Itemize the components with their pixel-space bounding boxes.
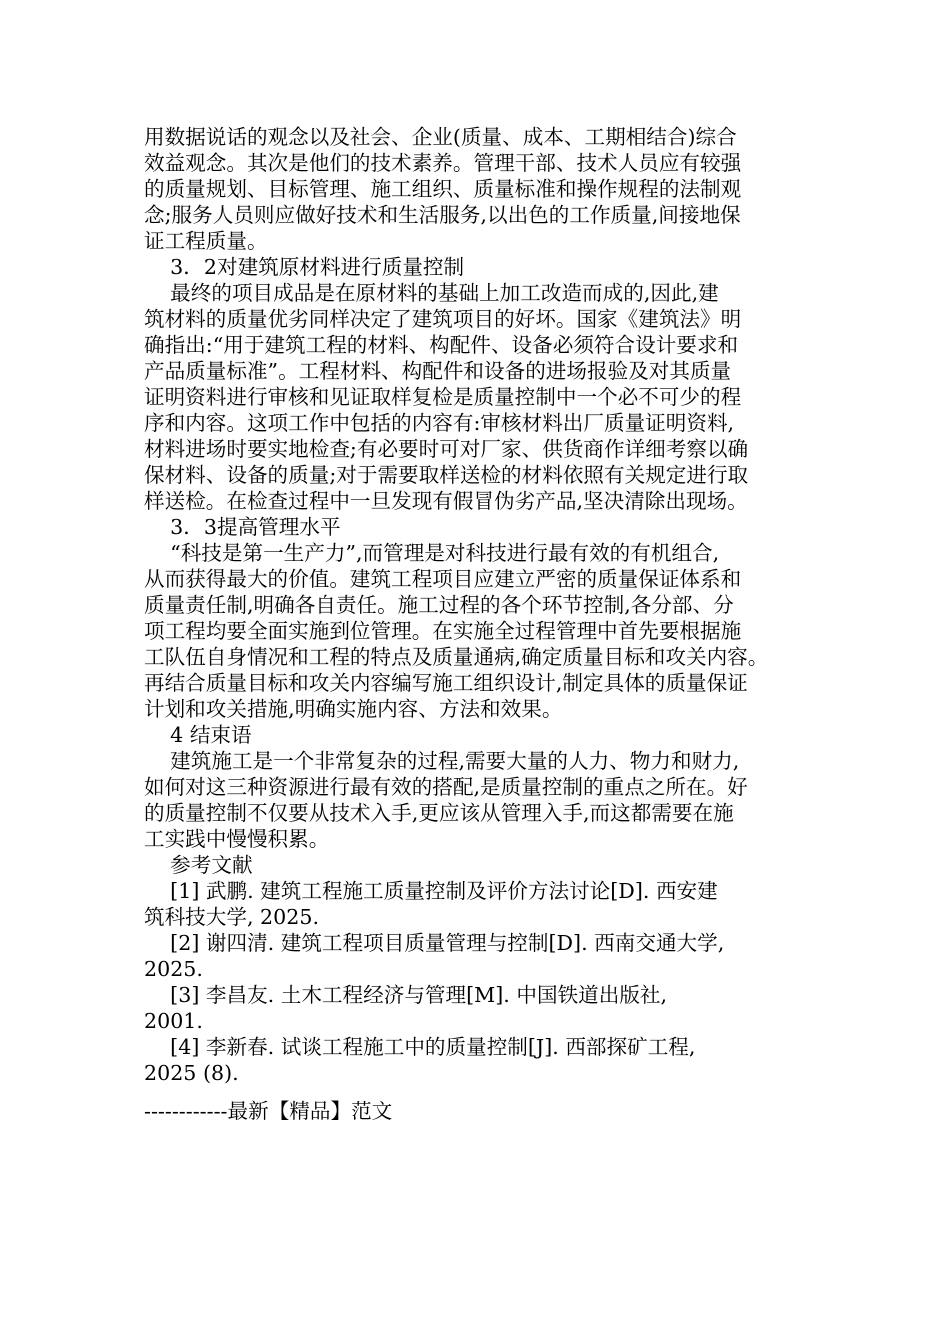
reference-line: [1] 武鹏. 建筑工程施工质量控制及评价方法讨论[D]. 西安建	[144, 879, 718, 903]
reference-line: [2] 谢四清. 建筑工程项目质量管理与控制[D]. 西南交通大学,	[144, 931, 725, 955]
text-line: 再结合质量目标和攻关内容编写施工组织设计,制定具体的质量保证	[144, 671, 748, 695]
reference-line: 2025.	[144, 957, 203, 981]
text-line: 材料进场时要实地检查;有必要时可对厂家、供货商作详细考察以确	[144, 437, 749, 461]
footer-text: ------------最新【精品】范文	[144, 1099, 393, 1123]
text-line: 的质量规划、目标管理、施工组织、质量标准和操作规程的法制观	[144, 177, 742, 201]
text-line: 建筑施工是一个非常复杂的过程,需要大量的人力、物力和财力,	[144, 749, 740, 773]
text-line: 产品质量标准”。工程材料、构配件和设备的进场报验及对其质量	[144, 359, 732, 383]
text-line: 确指出:“用于建筑工程的材料、构配件、设备必须符合设计要求和	[144, 333, 739, 357]
text-line: 证明资料进行审核和见证取样复检是质量控制中一个必不可少的程	[144, 385, 742, 409]
text-line: 序和内容。这项工作中包括的内容有:审核材料出厂质量证明资料,	[144, 411, 735, 435]
text-line: 保材料、设备的质量;对于需要取样送检的材料依照有关规定进行取	[144, 463, 749, 487]
reference-line: 2001.	[144, 1009, 203, 1033]
reference-line: [3] 李昌友. 土木工程经济与管理[M]. 中国铁道出版社,	[144, 983, 668, 1007]
text-line: 样送检。在检查过程中一旦发现有假冒伪劣产品,坚决清除出现场。	[144, 489, 748, 513]
document-body	[144, 124, 816, 1086]
text-line: 效益观念。其次是他们的技术素养。管理干部、技术人员应有较强	[144, 151, 742, 175]
text-line: 筑材料的质量优劣同样决定了建筑项目的好坏。国家《建筑法》明	[144, 307, 742, 331]
text-line: 工队伍自身情况和工程的特点及质量通病,确定质量目标和攻关内容。	[144, 645, 769, 669]
text-line: 质量责任制,明确各自责任。施工过程的各个环节控制,各分部、分	[144, 593, 734, 617]
reference-line: 2025 (8).	[144, 1061, 239, 1085]
text-line: 项工程均要全面实施到位管理。在实施全过程管理中首先要根据施	[144, 619, 742, 643]
text-line: 如何对这三种资源进行最有效的搭配,是质量控制的重点之所在。好	[144, 775, 748, 799]
text-line: 工实践中慢慢积累。	[144, 827, 330, 851]
reference-line: 筑科技大学, 2025.	[144, 905, 320, 929]
text-line: “科技是第一生产力”,而管理是对科技进行最有效的有机组合,	[144, 541, 720, 565]
text-line: 最终的项目成品是在原材料的基础上加工改造而成的,因此,建	[144, 281, 719, 305]
text-line: 证工程质量。	[144, 229, 268, 253]
section-heading: 3．3提高管理水平	[144, 515, 341, 539]
section-heading: 4 结束语	[144, 723, 252, 747]
section-heading: 3．2对建筑原材料进行质量控制	[144, 255, 465, 279]
text-line: 的质量控制不仅要从技术入手,更应该从管理入手,而这都需要在施	[144, 801, 734, 825]
text-line: 用数据说话的观念以及社会、企业(质量、成本、工期相结合)综合	[144, 125, 737, 149]
text-line: 念;服务人员则应做好技术和生活服务,以出色的工作质量,间接地保	[144, 203, 741, 227]
text-line: 从而获得最大的价值。建筑工程项目应建立严密的质量保证体系和	[144, 567, 742, 591]
text-line: 计划和攻关措施,明确实施内容、方法和效果。	[144, 697, 563, 721]
reference-line: [4] 李新春. 试谈工程施工中的质量控制[J]. 西部探矿工程,	[144, 1035, 696, 1059]
references-heading: 参考文献	[144, 853, 253, 877]
